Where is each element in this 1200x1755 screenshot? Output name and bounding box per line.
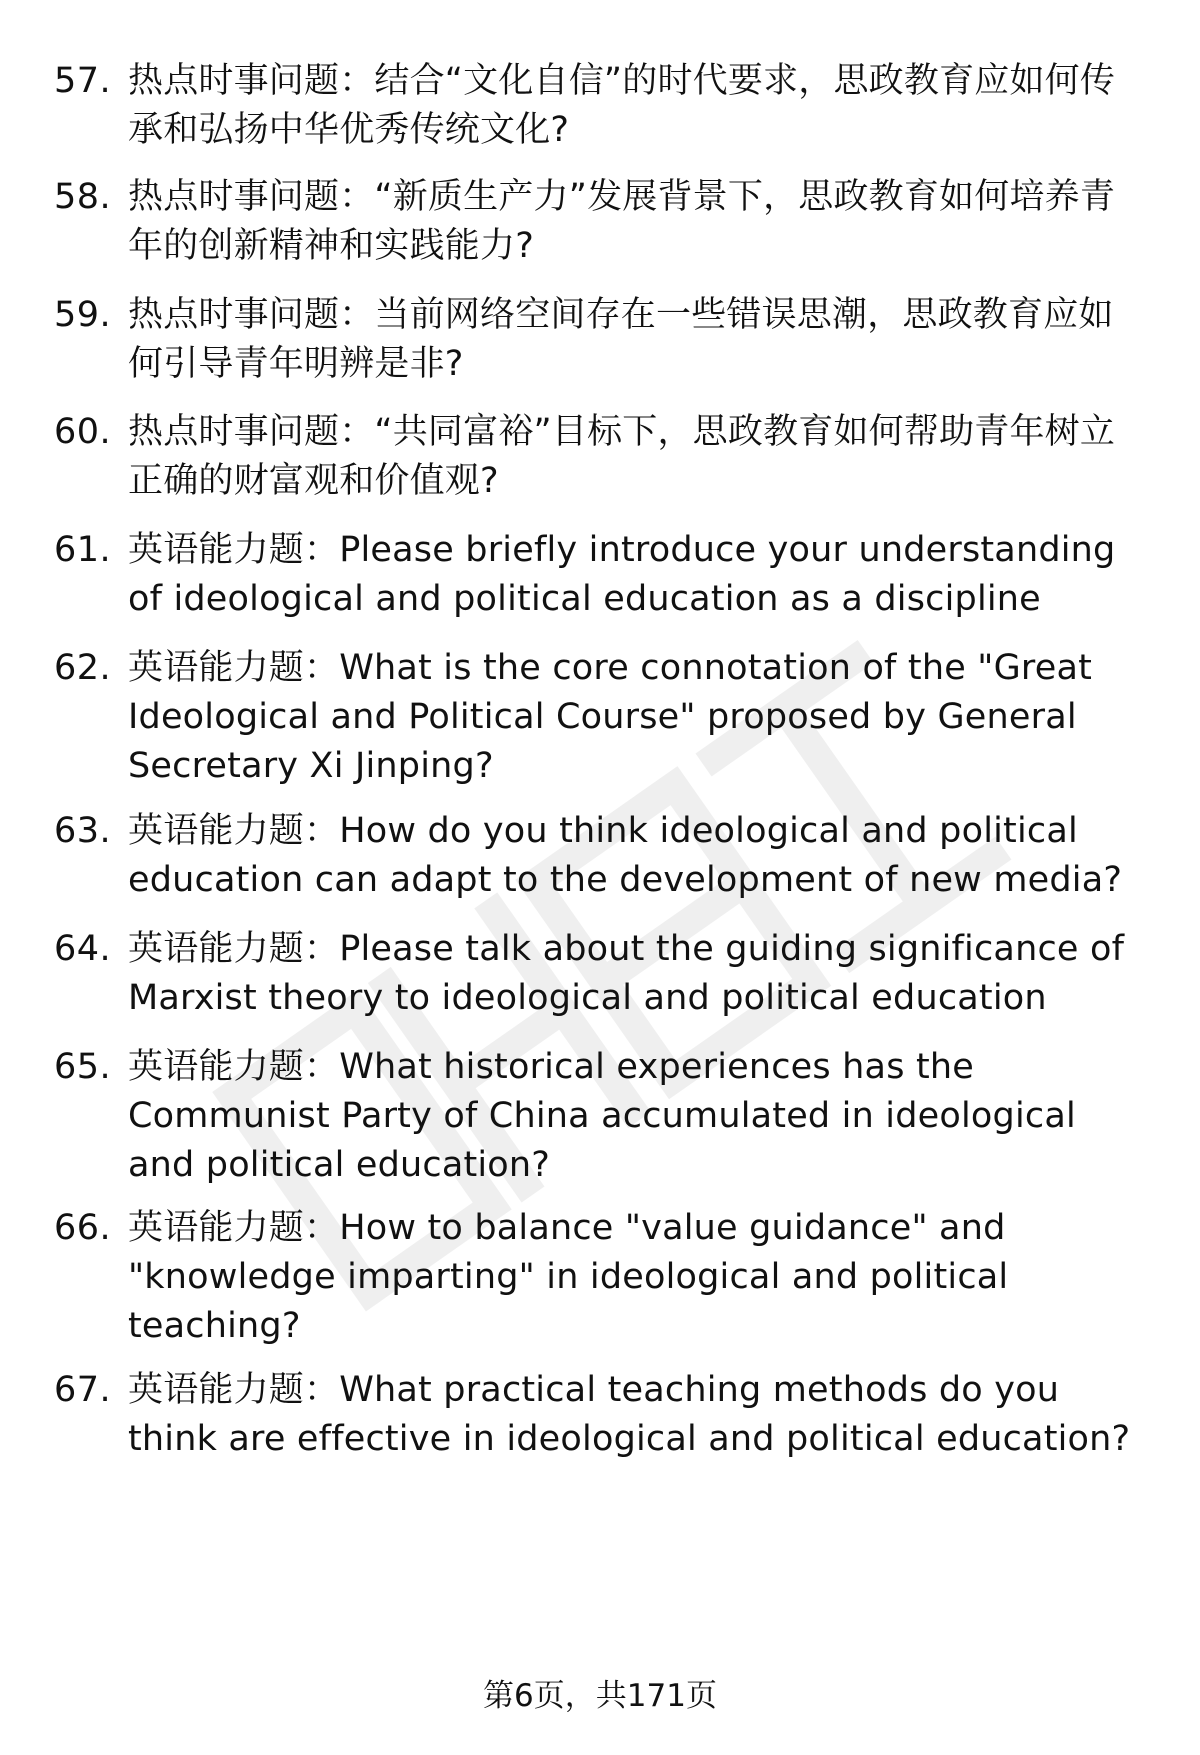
question-text: 热点时事问题：“共同富裕”目标下，思政教育如何帮助青年树立正确的财富观和价值观? <box>128 412 1116 501</box>
question-text: 英语能力题：How to balance "value guidance" and "knowledge imparting" in ideological and political teaching? <box>128 1208 1009 1346</box>
question-text: 英语能力题：What historical experiences has the Communist Party of China accumulated in ideological and political education? <box>128 1047 1076 1185</box>
question-text: 英语能力题：Please briefly introduce your understanding of ideological and political education as a discipline <box>128 530 1116 619</box>
question-text: 热点时事问题：当前网络空间存在一些错误思潮，思政教育应如何引导青年明辨是非? <box>128 295 1114 384</box>
question-number: 59. <box>54 295 112 335</box>
question-number: 58. <box>54 177 112 217</box>
question-number: 63. <box>54 811 112 851</box>
question-number: 65. <box>54 1047 112 1087</box>
question-text: 英语能力题：What is the core connotation of the "Great Ideological and Political Course" proposed by General Secretary Xi Jinping? <box>128 648 1093 786</box>
question-text: 英语能力题：What practical teaching methods do you think are effective in ideological and political education? <box>128 1370 1131 1459</box>
question-number: 60. <box>54 412 112 452</box>
question-number: 64. <box>54 929 112 969</box>
question-number: 62. <box>54 648 112 688</box>
question-text: 热点时事问题：结合“文化自信”的时代要求，思政教育应如何传承和弘扬中华优秀传统文化? <box>128 61 1116 150</box>
question-text: 英语能力题：How do you think ideological and political education can adapt to the development of new media? <box>128 811 1123 900</box>
question-number: 61. <box>54 530 112 570</box>
question-number: 67. <box>54 1370 112 1410</box>
page-number-footer: 第6页，共171页 <box>483 1678 717 1714</box>
question-number: 57. <box>54 61 112 101</box>
question-number: 66. <box>54 1208 112 1248</box>
question-text: 英语能力题：Please talk about the guiding significance of Marxist theory to ideological and political education <box>128 929 1125 1018</box>
question-text: 热点时事问题：“新质生产力”发展背景下，思政教育如何培养青年的创新精神和实践能力? <box>128 177 1116 266</box>
